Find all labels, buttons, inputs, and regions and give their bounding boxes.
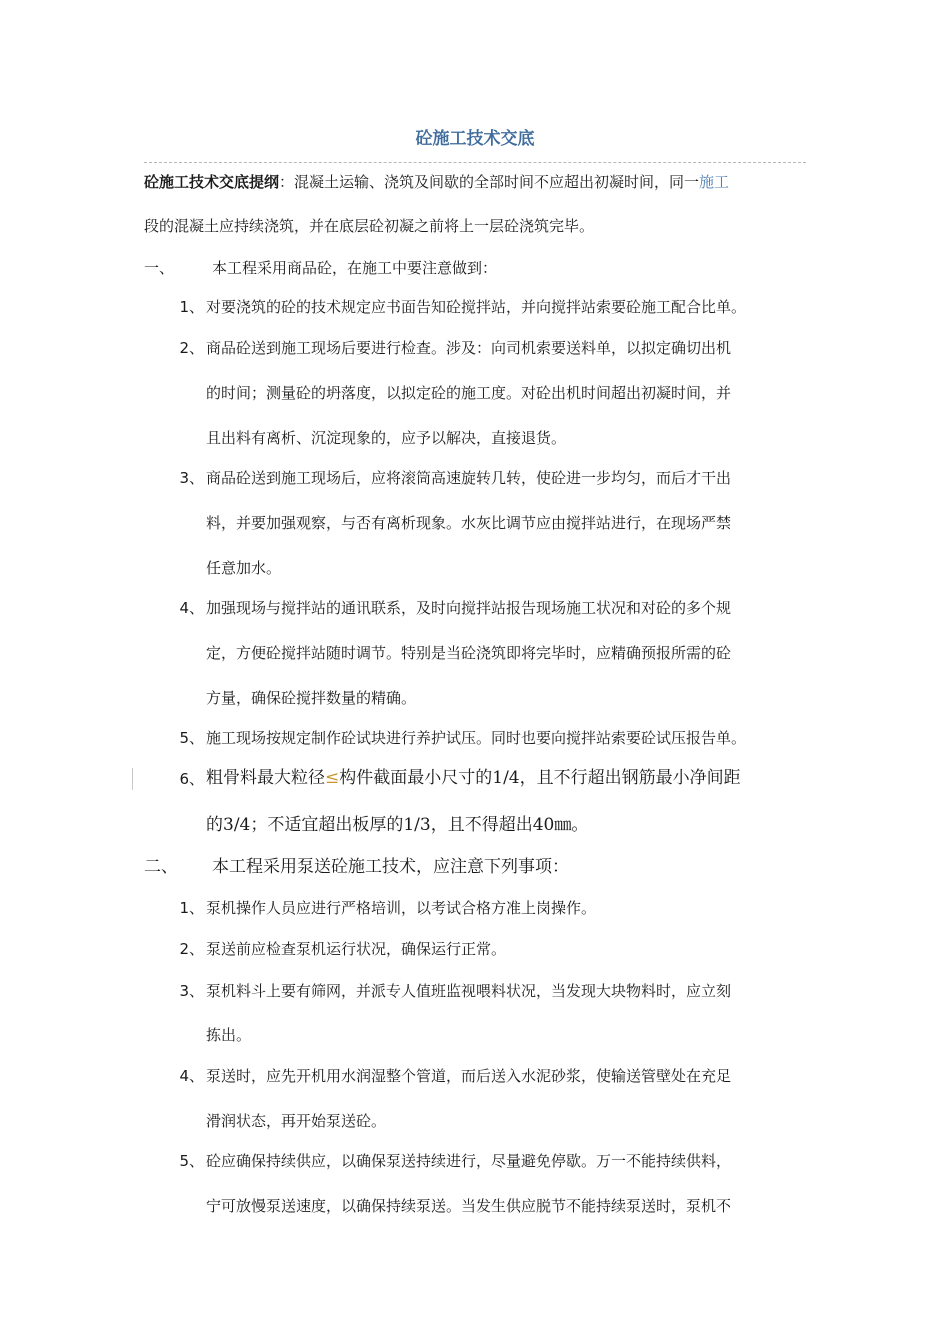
s2-item-4-number: 4、 <box>179 1067 204 1085</box>
s2-item-2-number: 2、 <box>179 940 204 958</box>
s2-item-4-line-2: 滑润状态，再开始泵送砼。 <box>206 1112 387 1130</box>
section-1-number: 一、 <box>144 259 175 277</box>
section-1-heading: 本工程采用商品砼，在施工中要注意做到： <box>212 259 498 277</box>
s1-item-4-line-2: 定，方便砼搅拌站随时调节。特别是当砼浇筑即将完毕时，应精确预报所需的砼 <box>206 644 732 662</box>
s1-item-6-number: 6、 <box>179 770 204 788</box>
s1-item-6-text-b: 构件截面最小尺寸的1/4，且不行超出钢筋最小净间距 <box>339 768 741 788</box>
summary-label: 砼施工技术交底提纲 <box>144 173 280 191</box>
s1-item-3-number: 3、 <box>179 469 204 487</box>
s2-item-1-number: 1、 <box>179 899 204 917</box>
summary-text: 混凝土运输、浇筑及间歇的全部时间不应超出初凝时间，同一 <box>294 173 700 191</box>
s2-item-5-line-1: 砼应确保持续供应，以确保泵送持续进行，尽量避免停歇。万一不能持续供料， <box>206 1152 732 1170</box>
s2-item-3-number: 3、 <box>179 982 204 1000</box>
title-divider <box>144 162 806 163</box>
less-equal-symbol: ≤ <box>325 768 340 788</box>
s2-item-1-line-1: 泵机操作人员应进行严格培训，以考试合格方准上岗操作。 <box>206 899 597 917</box>
s1-item-3-line-1: 商品砼送到施工现场后，应将滚筒高速旋转几转，使砼进一步均匀，而后才干出 <box>206 469 732 487</box>
summary-link[interactable]: 施工 <box>699 173 730 191</box>
document-title: 砼施工技术交底 <box>415 129 535 149</box>
s1-item-2-line-3: 且出料有离析、沉淀现象的，应予以解决，直接退货。 <box>206 429 567 447</box>
s2-item-3-line-1: 泵机料斗上要有筛网，并派专人值班监视喂料状况，当发现大块物料时，应立刻 <box>206 982 732 1000</box>
s2-item-4-line-1: 泵送时，应先开机用水润湿整个管道，而后送入水泥砂浆，使输送管壁处在充足 <box>206 1067 732 1085</box>
s1-item-2-line-1: 商品砼送到施工现场后要进行检查。涉及：向司机索要送料单，以拟定确切出机 <box>206 339 732 357</box>
s1-item-6-line-2: 的3/4；不适宜超出板厚的1/3，且不得超出40㎜。 <box>206 815 589 835</box>
s1-item-4-number: 4、 <box>179 599 204 617</box>
summary-separator: ： <box>279 173 295 191</box>
section-2-number: 二、 <box>144 857 178 877</box>
s1-item-4-line-3: 方量，确保砼搅拌数量的精确。 <box>206 689 417 707</box>
s1-item-3-line-3: 任意加水。 <box>206 559 282 577</box>
s2-item-2-line-1: 泵送前应检查泵机运行状况，确保运行正常。 <box>206 940 507 958</box>
s1-item-4-line-1: 加强现场与搅拌站的通讯联系，及时向搅拌站报告现场施工状况和对砼的多个规 <box>206 599 732 617</box>
s2-item-5-line-2: 宁可放慢泵送速度，以确保持续泵送。当发生供应脱节不能持续泵送时，泵机不 <box>206 1197 732 1215</box>
margin-cursor-mark <box>132 768 133 790</box>
section-2-heading: 本工程采用泵送砼施工技术，应注意下列事项： <box>212 857 569 877</box>
s1-item-5-line-1: 施工现场按规定制作砼试块进行养护试压。同时也要向搅拌站索要砼试压报告单。 <box>206 729 747 747</box>
s1-item-2-number: 2、 <box>179 339 204 357</box>
s2-item-5-number: 5、 <box>179 1152 204 1170</box>
s1-item-6-line-1 <box>206 767 741 789</box>
s1-item-3-line-2: 料，并要加强观察，与否有离析现象。水灰比调节应由搅拌站进行，在现场严禁 <box>206 514 732 532</box>
s2-item-3-line-2: 拣出。 <box>206 1026 252 1044</box>
s1-item-6-text-a: 粗骨料最大粒径 <box>206 768 325 788</box>
summary-line-2: 段的混凝土应持续浇筑，并在底层砼初凝之前将上一层砼浇筑完毕。 <box>144 217 595 235</box>
s1-item-1-number: 1、 <box>179 298 204 316</box>
s1-item-5-number: 5、 <box>179 729 204 747</box>
s1-item-2-line-2: 的时间；测量砼的坍落度，以拟定砼的施工度。对砼出机时间超出初凝时间，并 <box>206 384 732 402</box>
summary-line-1 <box>144 172 729 192</box>
s1-item-1-line-1: 对要浇筑的砼的技术规定应书面告知砼搅拌站，并向搅拌站索要砼施工配合比单。 <box>206 298 747 316</box>
